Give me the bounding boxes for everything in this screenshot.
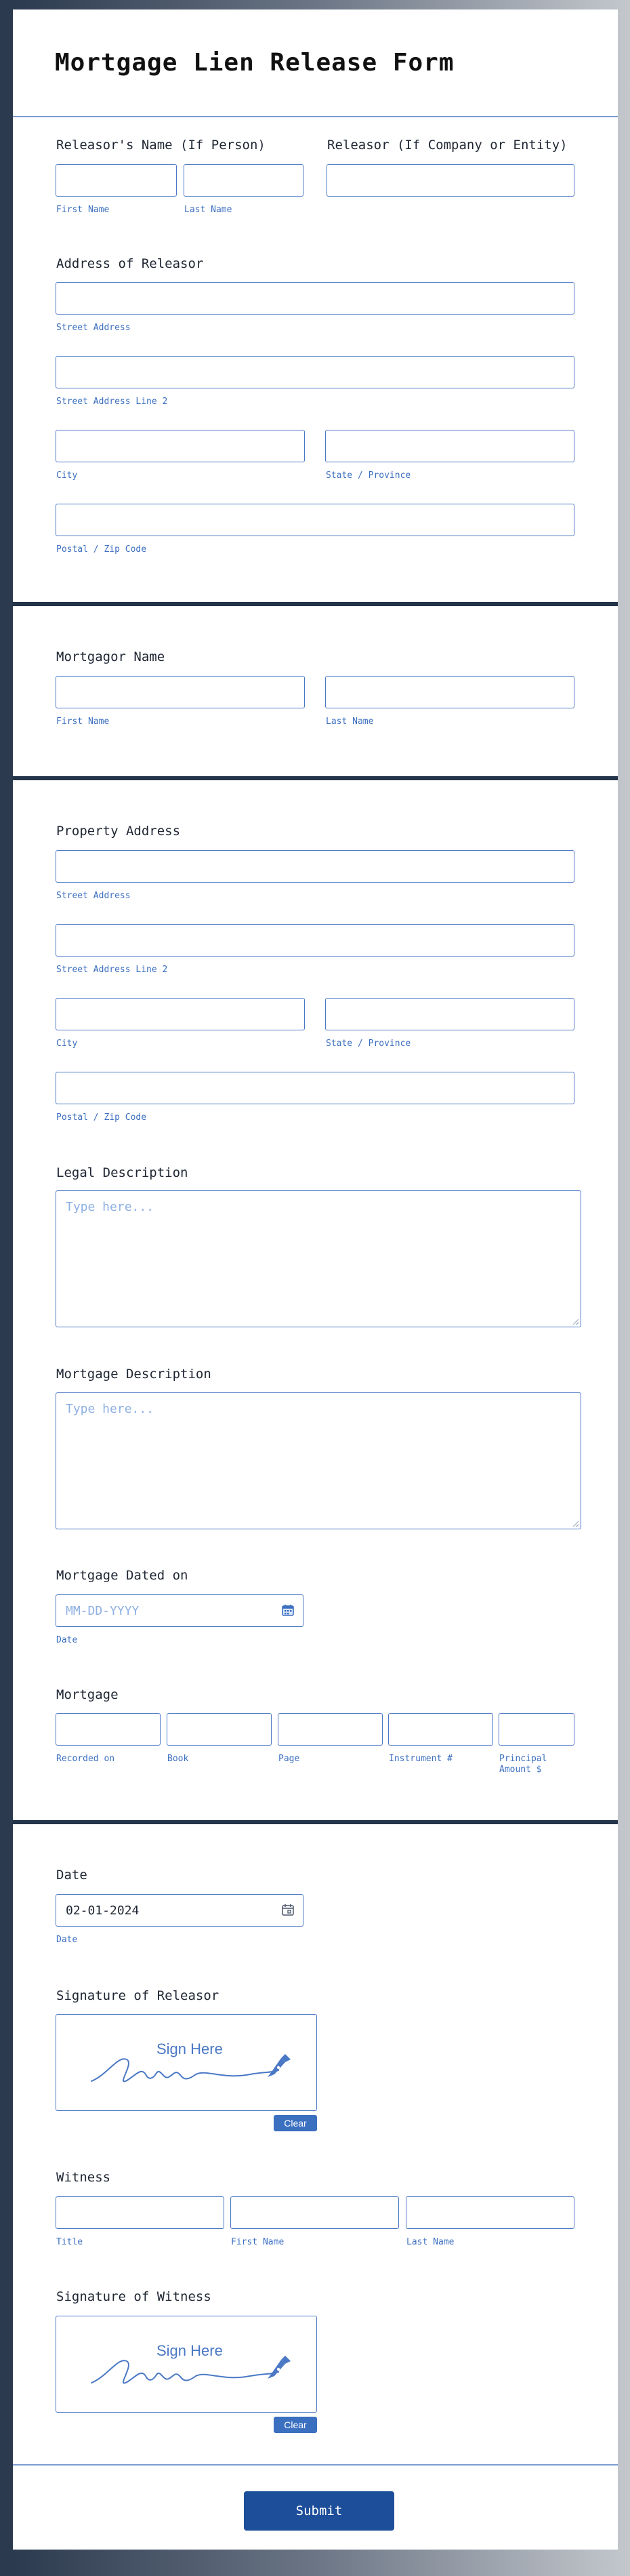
releasor-last-name-input[interactable] (184, 164, 303, 197)
witness-signature-label: Signature of Witness (56, 2289, 211, 2304)
mortgage-label: Mortgage (56, 1687, 119, 1702)
releasor-postal-input[interactable] (56, 504, 574, 536)
header-divider (13, 116, 618, 117)
page-title: Mortgage Lien Release Form (55, 49, 455, 77)
property-state-input[interactable] (325, 998, 574, 1030)
submit-button[interactable]: Submit (244, 2491, 394, 2531)
date-value: 02-01-2024 (66, 1904, 140, 1918)
mortgage-book-input[interactable] (167, 1713, 272, 1746)
form-section-property (13, 780, 618, 1820)
mortgagor-label: Mortgagor Name (56, 649, 165, 664)
mortgagor-last-name-input[interactable] (325, 676, 574, 708)
releasor-street2-input[interactable] (56, 356, 574, 388)
mortgagor-last-name-sublabel: Last Name (326, 717, 374, 727)
releasor-entity-input[interactable] (327, 164, 574, 197)
mortgage-book-sublabel: Book (167, 1754, 189, 1764)
mortgage-dated-sublabel: Date (56, 1635, 78, 1645)
releasor-postal-sublabel: Postal / Zip Code (56, 544, 147, 555)
witness-title-sublabel: Title (56, 2237, 83, 2247)
releasor-person-label: Releasor's Name (If Person) (56, 138, 266, 153)
releasor-street-sublabel: Street Address (56, 323, 131, 333)
mortgage-recorded-sublabel: Recorded on (56, 1754, 115, 1764)
legal-description-textarea[interactable] (56, 1190, 581, 1327)
releasor-entity-label: Releasor (If Company or Entity) (327, 138, 568, 153)
releasor-address-label: Address of Releasor (56, 256, 204, 271)
witness-last-name-sublabel: Last Name (406, 2237, 455, 2247)
form-section-signatures (13, 1824, 618, 2550)
releasor-signature-label: Signature of Releasor (56, 1988, 219, 2003)
mortgage-dated-label: Mortgage Dated on (56, 1568, 188, 1583)
signature-scribble-icon (87, 2040, 311, 2095)
mortgagor-first-name-sublabel: First Name (56, 717, 110, 727)
property-city-input[interactable] (56, 998, 305, 1030)
releasor-state-sublabel: State / Province (326, 470, 411, 481)
signature-scribble-icon (87, 2342, 311, 2396)
date-input[interactable] (56, 1894, 303, 1927)
calendar-icon[interactable] (281, 1903, 295, 1916)
witness-first-name-sublabel: First Name (231, 2237, 285, 2247)
releasor-first-name-sublabel: First Name (56, 205, 110, 215)
mortgage-description-label: Mortgage Description (56, 1367, 211, 1382)
sign-here-text: Sign Here (156, 2040, 223, 2057)
releasor-signature-clear-button[interactable]: Clear (274, 2115, 317, 2131)
witness-title-input[interactable] (56, 2196, 224, 2229)
witness-last-name-input[interactable] (406, 2196, 574, 2229)
property-street2-sublabel: Street Address Line 2 (56, 965, 168, 975)
mortgage-instrument-input[interactable] (388, 1713, 493, 1746)
releasor-first-name-input[interactable] (56, 164, 177, 197)
form-section-releasor (13, 9, 618, 602)
property-street-sublabel: Street Address (56, 891, 131, 901)
releasor-city-sublabel: City (56, 470, 78, 481)
releasor-street2-sublabel: Street Address Line 2 (56, 397, 168, 407)
releasor-last-name-sublabel: Last Name (184, 205, 232, 215)
property-postal-input[interactable] (56, 1072, 574, 1104)
property-street-input[interactable] (56, 850, 574, 883)
mortgage-recorded-input[interactable] (56, 1713, 161, 1746)
releasor-city-input[interactable] (56, 430, 305, 462)
witness-label: Witness (56, 2170, 111, 2185)
resize-handle-icon[interactable] (573, 1521, 579, 1527)
mortgage-description-textarea[interactable] (56, 1392, 581, 1529)
sign-here-text: Sign Here (156, 2342, 223, 2359)
property-state-sublabel: State / Province (326, 1039, 411, 1049)
calendar-icon[interactable] (281, 1603, 295, 1617)
date-sublabel: Date (56, 1935, 78, 1945)
property-city-sublabel: City (56, 1039, 78, 1049)
mortgage-page-input[interactable] (278, 1713, 383, 1746)
property-street2-input[interactable] (56, 924, 574, 957)
releasor-street-input[interactable] (56, 282, 574, 315)
mortgagor-first-name-input[interactable] (56, 676, 305, 708)
witness-first-name-input[interactable] (230, 2196, 399, 2229)
legal-description-label: Legal Description (56, 1165, 188, 1180)
mortgage-instrument-sublabel: Instrument # (389, 1754, 453, 1764)
date-label: Date (56, 1868, 87, 1883)
releasor-signature-pad[interactable] (56, 2014, 317, 2111)
mortgage-principal-input[interactable] (499, 1713, 574, 1746)
mortgage-dated-input[interactable] (56, 1594, 303, 1627)
witness-signature-pad[interactable] (56, 2316, 317, 2413)
mortgage-page-sublabel: Page (278, 1754, 300, 1764)
mortgage-description-placeholder: Type here... (66, 1402, 154, 1416)
form-section-mortgagor (13, 606, 618, 776)
mortgage-principal-sublabel: Principal Amount $ (499, 1754, 547, 1775)
resize-handle-icon[interactable] (573, 1319, 579, 1325)
property-postal-sublabel: Postal / Zip Code (56, 1112, 147, 1123)
mortgage-dated-placeholder: MM-DD-YYYY (66, 1604, 140, 1618)
footer-divider (13, 2464, 618, 2466)
legal-description-placeholder: Type here... (66, 1200, 154, 1214)
witness-signature-clear-button[interactable]: Clear (274, 2417, 317, 2433)
property-address-label: Property Address (56, 824, 181, 839)
releasor-state-input[interactable] (325, 430, 574, 462)
